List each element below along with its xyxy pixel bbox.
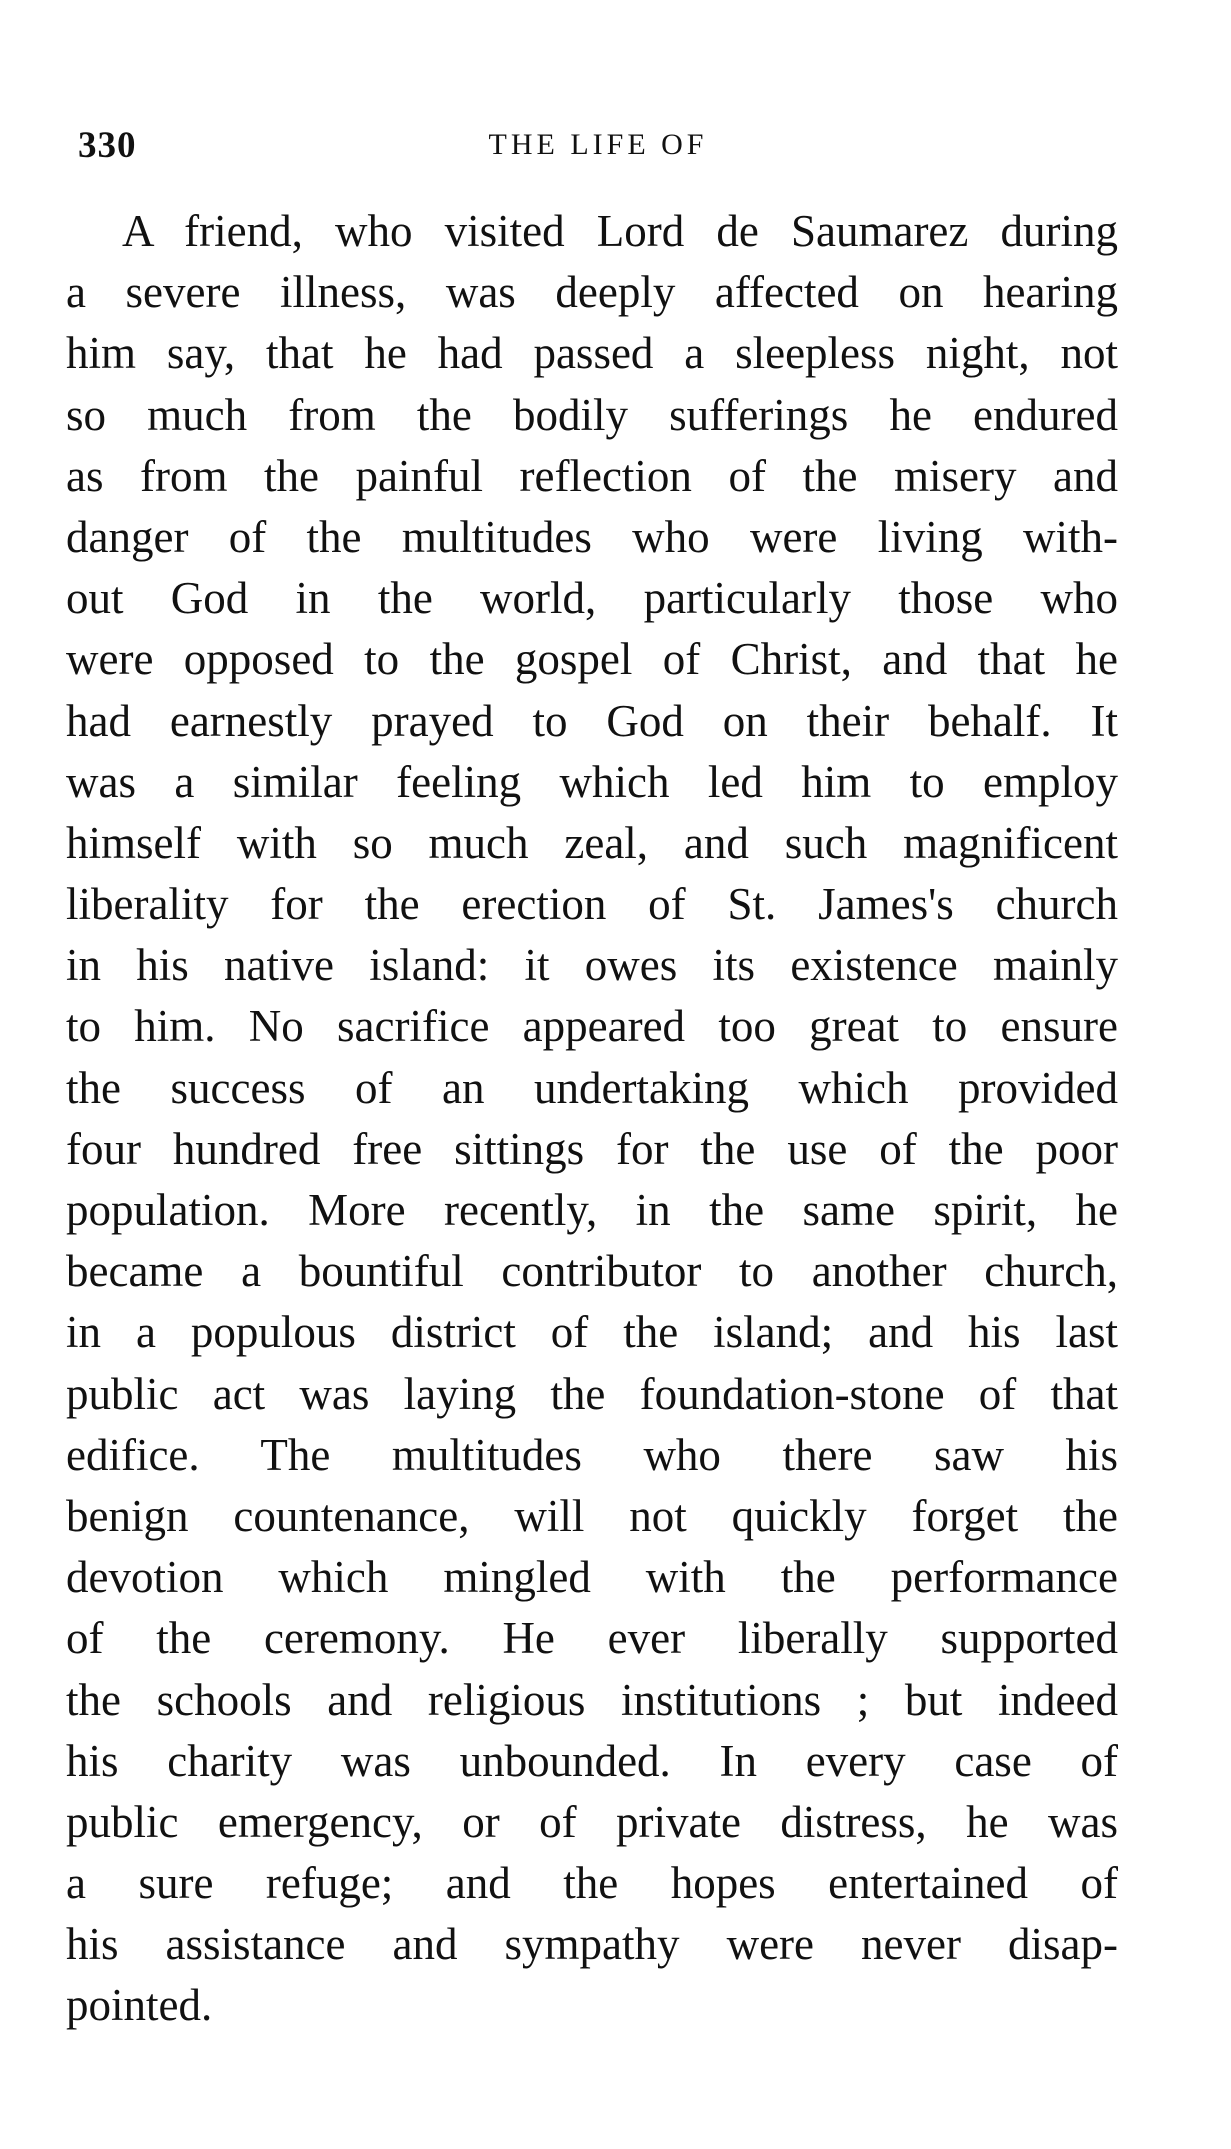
text-line: of the ceremony. He ever liberally supported: [66, 1613, 1118, 1664]
text-line: was a similar feeling which led him to employ: [66, 756, 1118, 807]
text-line: so much from the bodily sufferings he endured: [66, 389, 1118, 440]
running-head: [78, 124, 1118, 174]
text-line: the success of an undertaking which provided: [66, 1062, 1118, 1113]
text-line: out God in the world, particularly those who: [66, 573, 1118, 624]
text-line: A friend, who visited Lord de Saumarez during: [122, 206, 1118, 256]
text-line: edifice. The multitudes who there saw his: [66, 1429, 1118, 1480]
text-line: his assistance and sympathy were never disap-: [66, 1919, 1118, 1970]
text-line: as from the painful reflection of the misery and: [66, 450, 1118, 501]
text-line: public emergency, or of private distress, he was: [66, 1796, 1118, 1847]
text-line: four hundred free sittings for the use of the poor: [66, 1123, 1118, 1174]
text-line: the schools and religious institutions ; but indeed: [66, 1674, 1118, 1725]
text-line: in a populous district of the island; and his last: [66, 1307, 1118, 1358]
text-line: liberality for the erection of St. James's church: [66, 879, 1118, 930]
text-line: public act was laying the foundation-stone of that: [66, 1368, 1118, 1419]
text-line: his charity was unbounded. In every case of: [66, 1735, 1118, 1786]
text-line: himself with so much zeal, and such magnificent: [66, 817, 1118, 868]
text-line: in his native island: it owes its existence mainly: [66, 940, 1118, 991]
text-line: became a bountiful contributor to another church,: [66, 1246, 1118, 1297]
text-line: pointed.: [66, 1980, 213, 2031]
text-line: him say, that he had passed a sleepless night, not: [66, 328, 1118, 379]
text-line: to him. No sacrifice appeared too great to ensure: [66, 1001, 1118, 1052]
text-line: benign countenance, will not quickly forget the: [66, 1490, 1118, 1541]
text-line: a severe illness, was deeply affected on hearing: [66, 267, 1118, 318]
text-line: a sure refuge; and the hopes entertained of: [66, 1858, 1118, 1909]
page-number: 330: [78, 125, 137, 166]
text-line: population. More recently, in the same spirit, he: [66, 1185, 1118, 1235]
body-paragraph: [66, 201, 1118, 2037]
text-line: were opposed to the gospel of Christ, and that he: [66, 634, 1118, 685]
text-line: had earnestly prayed to God on their behalf. It: [66, 695, 1118, 746]
text-line: devotion which mingled with the performance: [66, 1552, 1118, 1603]
text-line: danger of the multitudes who were living with-: [66, 511, 1118, 562]
running-title: THE LIFE OF: [488, 128, 708, 161]
